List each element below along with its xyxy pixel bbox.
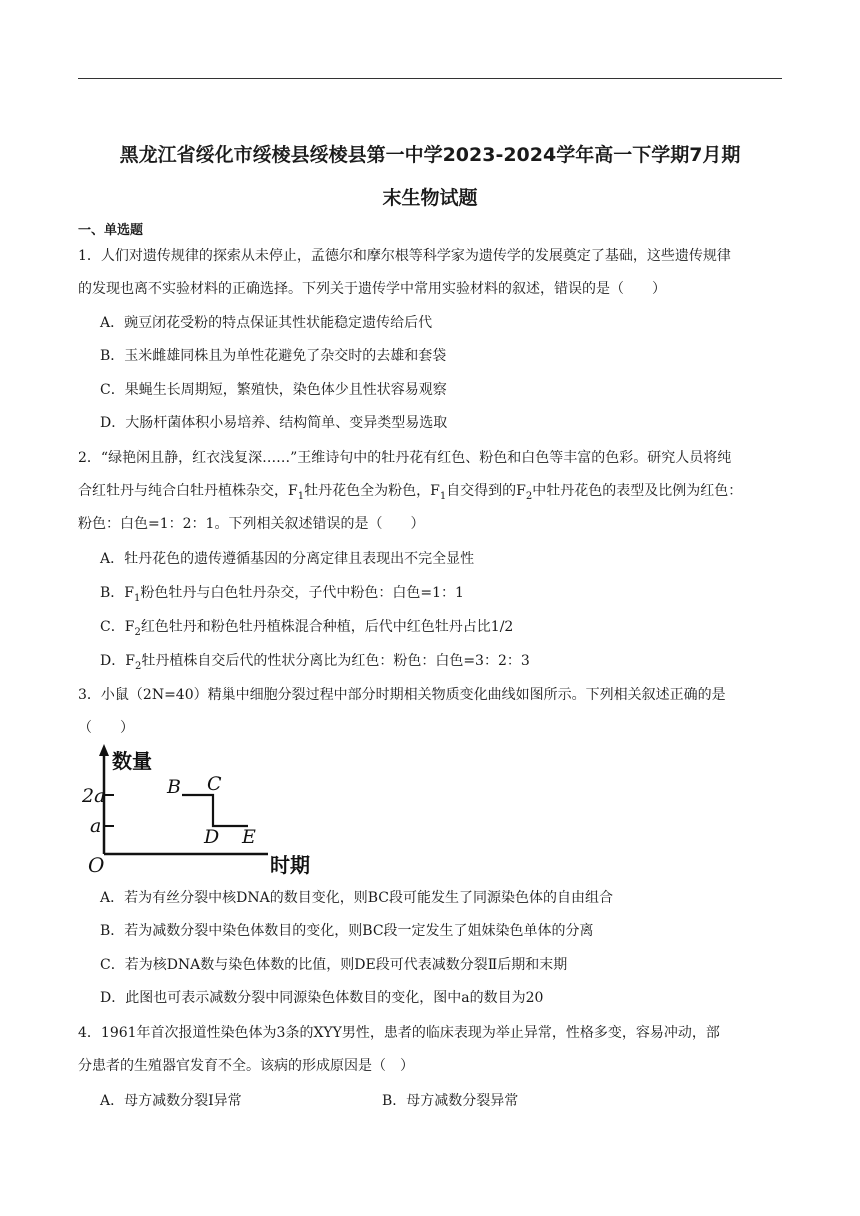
q2-option-a: A．牡丹花色的遗传遵循基因的分离定律且表现出不完全显性	[100, 551, 475, 567]
y-axis-label: 数量	[112, 749, 152, 773]
origin-label: O	[88, 853, 105, 877]
q3-stem-line2: （ ）	[78, 720, 134, 736]
q1-option-a: A．豌豆闭花受粉的特点保证其性状能稳定遗传给后代	[100, 315, 433, 331]
q4-stem-line2: 分患者的生殖器官发育不全。该病的形成原因是（ ）	[78, 1058, 414, 1074]
q1-option-c: C．果蝇生长周期短，繁殖快，染色体少且性状容易观察	[100, 382, 447, 398]
q3-option-c: C．若为核DNA数与染色体数的比值，则DE段可代表减数分裂Ⅱ后期和末期	[100, 957, 568, 973]
point-d-label: D	[204, 826, 220, 848]
q2-option-d: D．$F_2$牡丹植株自交后代的性状分离比为红色：粉色：白色=3：2：3	[100, 653, 530, 672]
y-axis-arrow-icon	[99, 744, 109, 756]
q4-stem-line1: 4．1961年首次报道性染色体为3条的XYY男性，患者的临床表现为举止异常，性格多变，容易冲动，部	[78, 1025, 720, 1041]
q1-option-b: B．玉米雌雄同株且为单性花避免了杂交时的去雄和套袋	[100, 348, 447, 364]
q3-graph	[78, 742, 338, 878]
x-axis-label: 时期	[270, 853, 310, 877]
q4-option-b: B．母方减数分裂异常	[382, 1093, 519, 1109]
q3-option-b: B．若为减数分裂中染色体数目的变化，则BC段一定发生了姐妹染色单体的分离	[100, 923, 594, 939]
q2-stem-line3: 粉色：白色=1：2：1。下列相关叙述错误的是（ ）	[78, 516, 425, 532]
q2-stem-line1: 2．“绿艳闲且静，红衣浅复深……”王维诗句中的牡丹花有红色、粉色和白色等丰富的色彩。研究人员将纯	[78, 450, 732, 466]
q1-stem-line2: 的发现也离不实验材料的正确选择。下列关于遗传学中常用实验材料的叙述，错误的是（ ）	[78, 281, 666, 297]
point-b-label: B	[167, 776, 181, 798]
q1-option-d: D．大肠杆菌体积小易培养、结构简单、变异类型易选取	[100, 415, 448, 431]
q4-option-a: A．母方减数分裂Ⅰ异常	[100, 1093, 242, 1109]
curve-line	[182, 795, 248, 826]
header-rule	[78, 78, 782, 79]
point-c-label: C	[207, 773, 222, 795]
tick-label-a: a	[90, 815, 102, 837]
q3-stem-line1: 3．小鼠（2N=40）精巢中细胞分裂过程中部分时期相关物质变化曲线如图所示。下列相关叙述正确的是	[78, 687, 726, 703]
tick-label-2a: 2a	[82, 785, 106, 807]
q3-option-d: D．此图也可表示减数分裂中同源染色体数目的变化，图中a的数目为20	[100, 990, 544, 1006]
q1-stem-line1: 1．人们对遗传规律的探索从未停止，孟德尔和摩尔根等科学家为遗传学的发展奠定了基础，这些遗传规律	[78, 248, 731, 264]
q2-stem-line2: 合红牡丹与纯合白牡丹植株杂交，$F_1$牡丹花色全为粉色，$F_1$自交得到的$F_2$中牡丹花色的表型及比例为红色：	[78, 483, 743, 502]
q2-option-c: C．$F_2$红色牡丹和粉色牡丹植株混合种植，后代中红色牡丹占比1/2	[100, 619, 514, 638]
page-title-line1: 黑龙江省绥化市绥棱县绥棱县第一中学2023-2024学年高一下学期7月期	[119, 144, 741, 166]
q3-option-a: A．若为有丝分裂中核DNA的数目变化，则BC段可能发生了同源染色体的自由组合	[100, 890, 613, 906]
point-e-label: E	[242, 826, 256, 848]
page-title-line2: 末生物试题	[382, 187, 478, 209]
q2-option-b: B．$F_1$粉色牡丹与白色牡丹杂交，子代中粉色：白色=1：1	[100, 585, 464, 604]
section-heading: 一、单选题	[78, 223, 144, 238]
